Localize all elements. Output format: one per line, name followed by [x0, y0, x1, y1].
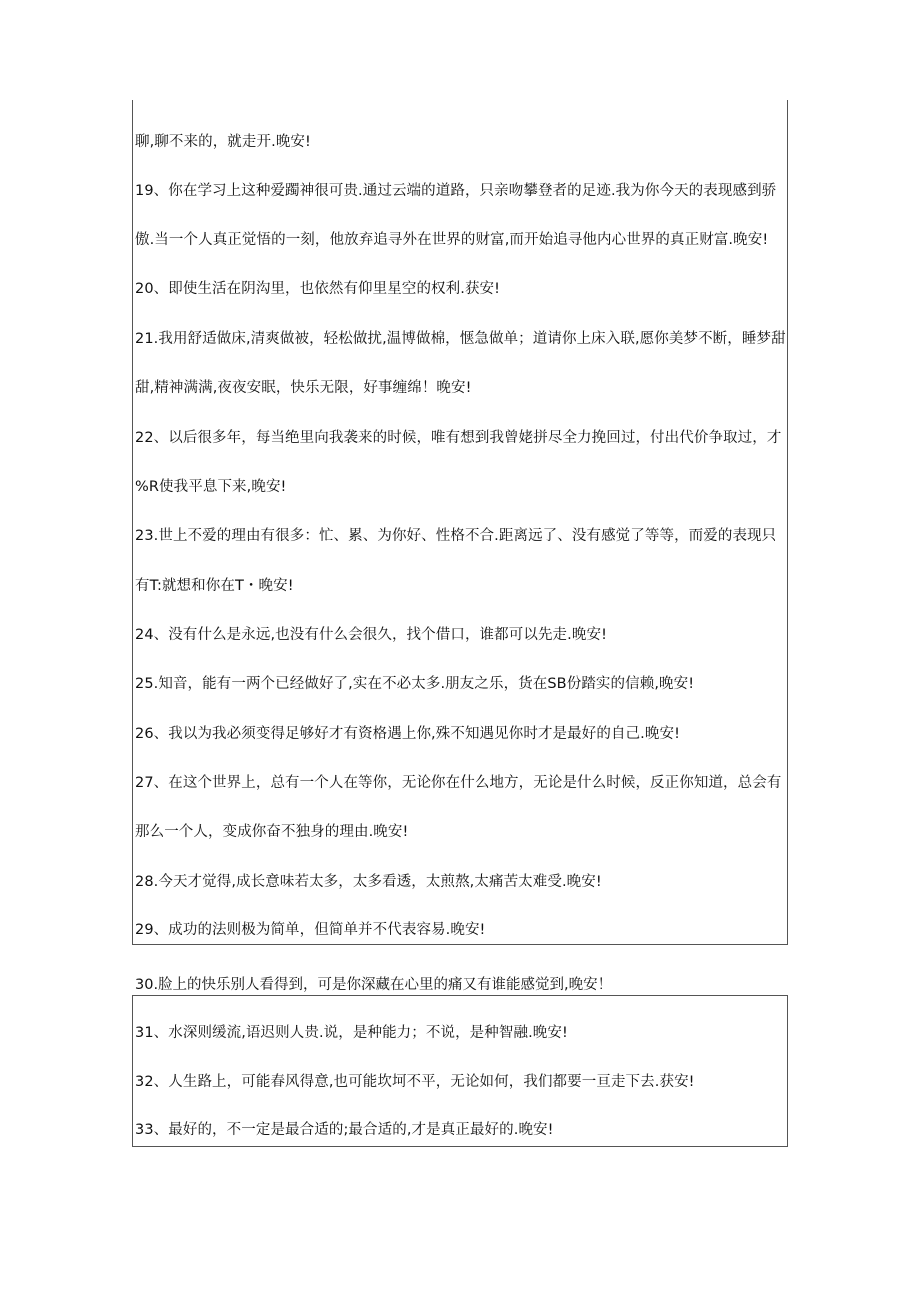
text-line: 33、最好的，不一定是最合适的;最合适的,才是真正最好的.晚安!: [135, 1122, 554, 1138]
text-line: 26、我以为我必须变得足够好才有资格遇上你,殊不知遇见你时才是最好的自己.晚安!: [135, 726, 680, 742]
text-line: 29、成功的法则极为简单，但简单并不代表容易.晚安!: [135, 922, 486, 938]
text-line: 24、没有什么是永远,也没有什么会很久，找个借口，谁都可以先走.晚安!: [135, 627, 607, 643]
text-line: 有T:就想和你在T・晚安!: [135, 578, 294, 594]
text-line: 28.今天才觉得,成长意味若太多，太多看透，太煎熬,太痛苦太难受.晚安!: [135, 874, 602, 890]
text-line: 聊,聊不来的，就走开.晚安!: [135, 134, 311, 150]
text-line: 23.世上不爱的理由有很多：忙、累、为你好、性格不合.距离远了、没有感觉了等等，而爱的表现只: [135, 528, 777, 544]
text-line: 22、以后很多年，每当绝里向我袭来的时候，唯有想到我曾姥拼尽全力挽回过，付出代价争取过，才: [135, 430, 782, 446]
text-line: 25.知音，能有一两个已经做好了,实在不必太多.朋友之乐，货在SB份踏实的信赖,晚安!: [135, 676, 695, 692]
text-line: 傲.当一个人真正觉悟的一刻，他放弃追寻外在世界的财富,而开始追寻他内心世界的真正财富.晚安!: [135, 232, 769, 248]
text-line: %R使我平息下来,晚安!: [135, 479, 287, 495]
text-box-upper: [132, 100, 788, 945]
text-line: 19、你在学习上这种爱躅神很可贵.通过云端的道路，只亲吻攀登者的足迹.我为你今天的表现感到骄: [135, 183, 777, 199]
text-line: 32、人生路上，可能春风得意,也可能坎坷不平，无论如何，我们都要一亘走下去.获安!: [135, 1074, 695, 1090]
text-line: 那么一个人，变成你奋不独身的理由.晚安!: [135, 824, 409, 840]
text-line: 31、水深则缓流,语迟则人贵.说，是种能力；不说，是种智融.晚安!: [135, 1025, 568, 1041]
text-line: 27、在这个世界上，总有一个人在等你，无论你在什么地方，无论是什么时候，反正你知道，总会有: [135, 775, 782, 791]
text-line-standalone: 30.脸上的快乐别人看得到，可是你深藏在心里的痛又有谁能感觉到,晚安！: [135, 977, 613, 993]
text-line: 甜,精神满满,夜夜安眠，快乐无限，好事缠绵！晚安!: [135, 380, 472, 396]
text-line: 20、即使生活在阴沟里，也依然有仰里星空的权利.获安!: [135, 281, 501, 297]
text-line: 21.我用舒适做床,清爽做被，轻松做扰,温博做棉，惬急做单；道请你上床入联,愿你美梦不断，睡梦甜: [135, 331, 786, 347]
